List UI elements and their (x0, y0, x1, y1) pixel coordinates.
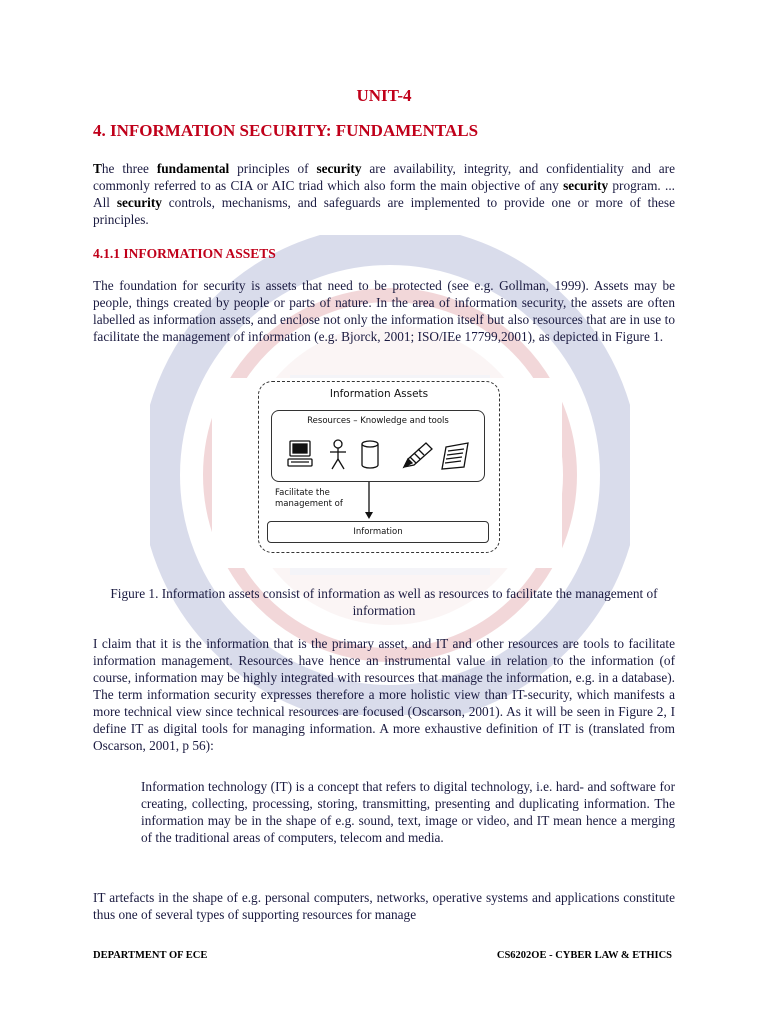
section-title: 4.1.1 INFORMATION ASSETS (93, 246, 276, 261)
resources-label: Resources – Knowledge and tools (307, 416, 449, 426)
footer-department: DEPARTMENT OF ECE (93, 950, 208, 961)
resource-icons (286, 439, 472, 471)
arrow-down-icon (359, 482, 379, 520)
drop-letter: T (93, 161, 102, 176)
information-assets-box (258, 381, 500, 553)
cylinder-icon (362, 441, 378, 468)
facilitate-label: Facilitate the management of (275, 488, 343, 509)
chapter-title: 4. INFORMATION SECURITY: FUNDAMENTALS (93, 121, 479, 140)
information-box: Information (267, 521, 489, 543)
resources-box (271, 410, 485, 482)
unit-title: UNIT-4 (356, 86, 412, 105)
figure-caption: Figure 1. Information assets consist of information as well as resources to facilitate the management of information (110, 586, 658, 618)
it-definition-quote: Information technology (IT) is a concept that refers to digital technology, i.e. hard- and software for creating, collecting, processing, storing, transmitting, presenting and duplicating information. The information may be in the shape of e.g. sound, text, image or video, and IT mean hence a merging of the traditional areas of computers, telecom and media. (141, 779, 675, 845)
assets-paragraph: The foundation for security is assets that need to be protected (see e.g. Gollman, 1999). Assets may be people, things created by people or parts of nature. In the area of information security, the assets are often labelled as information assets, and enclose not only the information itself but also resources that are in use to facilitate the management of information (e.g. Bjorck, 2001; ISO/IEe 17799,2001), as depicted in Figure 1. (93, 278, 675, 344)
artefacts-paragraph: IT artefacts in the shape of e.g. personal computers, networks, operative systems and applications constitute thus one of several types of supporting resources for manage (93, 890, 675, 922)
claim-paragraph: I claim that it is the information that is the primary asset, and IT and other resources are tools to facilitate information management. Resources have hence an instrumental value in relation to the information (of course, information may be highly integrated with resources that manage the information, e.g. in a database). The term information security expresses therefore a more holistic view than IT-security, which manifests a more technical view since technical resources are focused (Oscarson, 2001). As it will be seen in Figure 2, I define IT as digital tools for managing information. A more exhaustive definition of IT is (translated from Oscarson, 2001, p 56): (93, 636, 675, 753)
person-icon (330, 440, 346, 469)
pencil-icon (404, 443, 432, 467)
figure-information-assets (212, 378, 562, 568)
document-icon (442, 443, 468, 469)
footer-course: CS6202OE - CYBER LAW & ETHICS (496, 950, 672, 961)
intro-paragraph: The three fundamental principles of security are availability, integrity, and confidentiality and are commonly referred to as CIA or AIC triad which also form the main objective of any security program. ... All security controls, mechanisms, and safeguards are implemented to provide one or more of these principles. (93, 161, 675, 227)
figure-title: Information Assets (329, 388, 429, 400)
computer-icon (288, 441, 312, 466)
